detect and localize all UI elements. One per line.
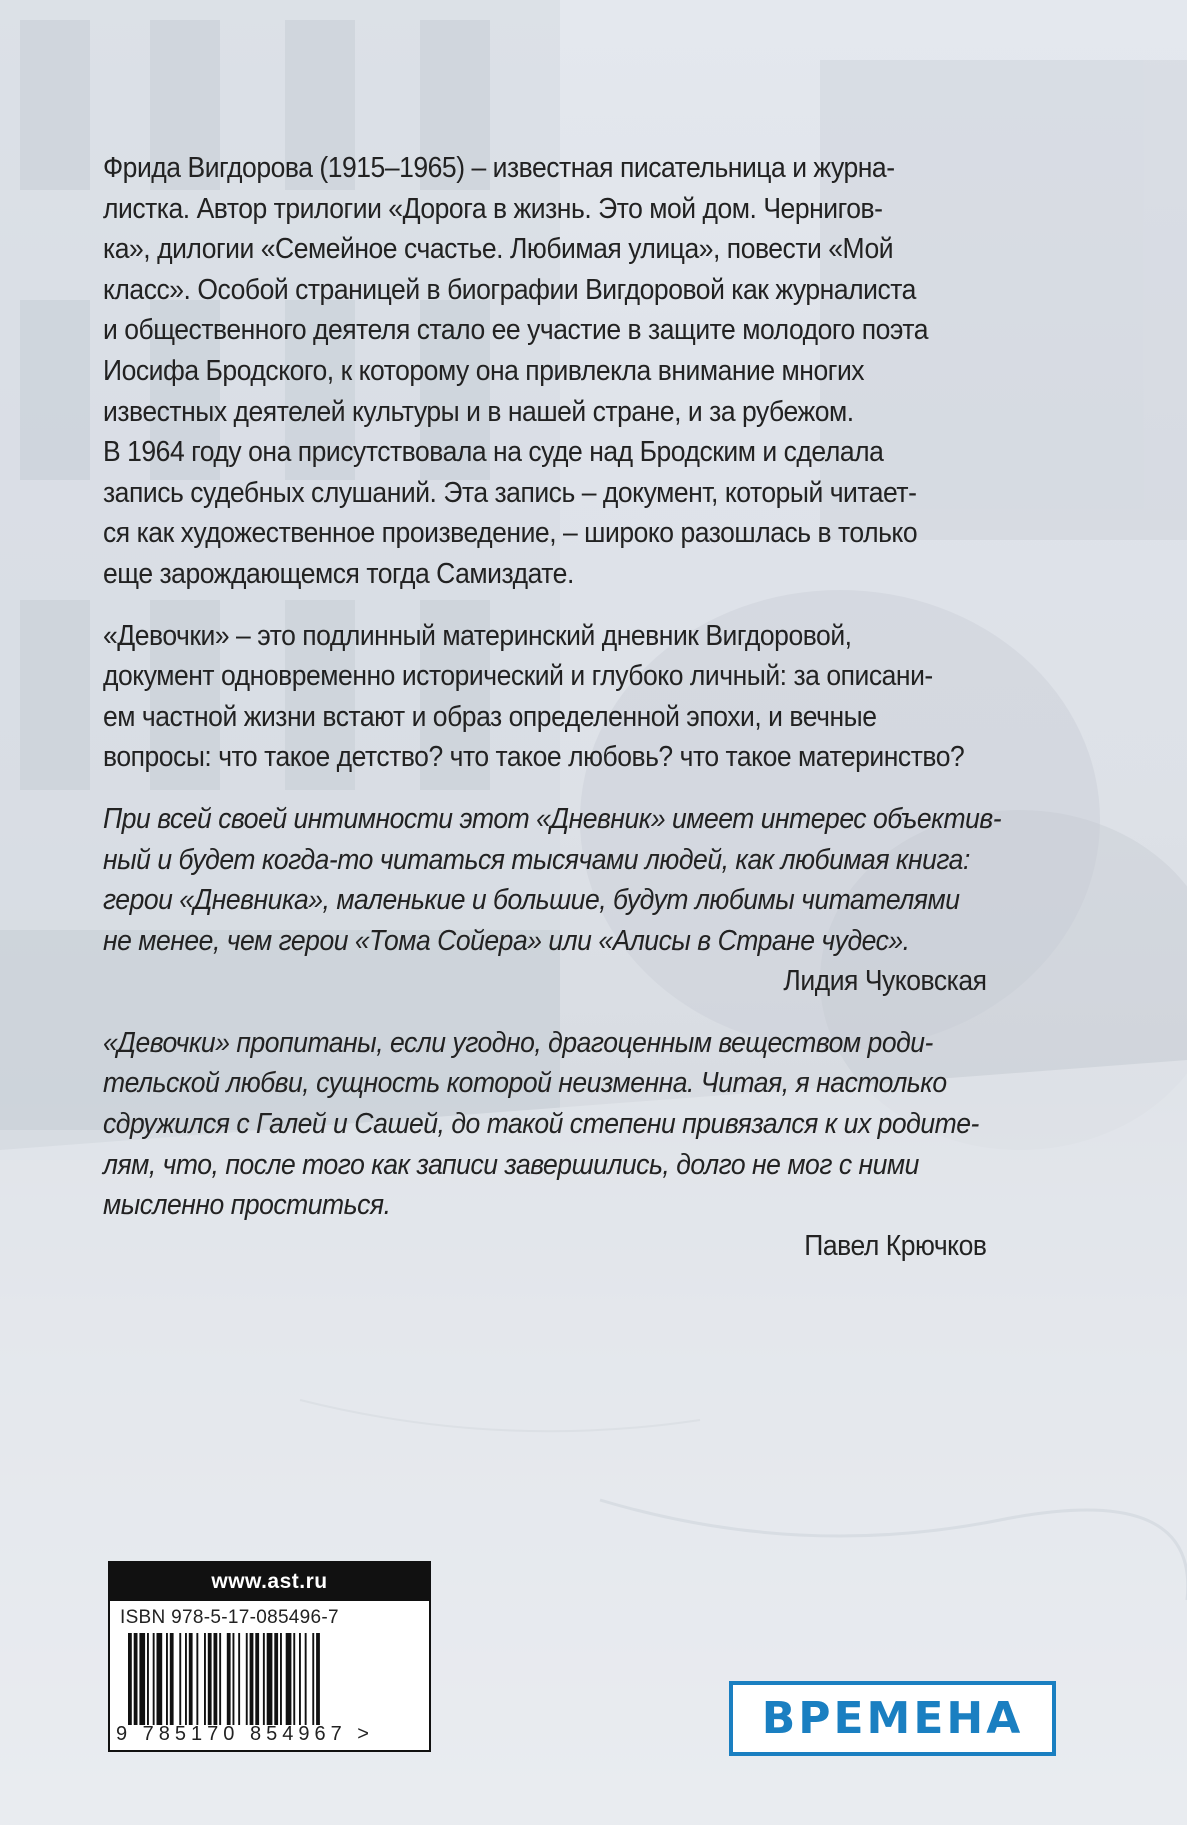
text-line: класс». Особой страницей в биографии Вигдоровой как журналиста	[103, 273, 916, 306]
quote-author: Павел Крючков	[804, 1229, 987, 1262]
text-line: еще зарождающемся тогда Самиздате.	[103, 557, 574, 590]
text-line: и общественного деятеля стало ее участие в защите молодого поэта	[103, 314, 929, 347]
barcode-bars	[128, 1633, 418, 1725]
text-line: В 1964 году она присутствовала на суде над Бродским и сделала	[103, 436, 884, 469]
text-line: вопросы: что такое детство? что такое любовь? что такое материнство?	[103, 741, 965, 774]
text-line: герои «Дневника», маленькие и большие, будут любимы читателями	[103, 884, 960, 917]
isbn-barcode	[108, 1561, 431, 1752]
intro-paragraph	[103, 148, 987, 595]
diary-paragraph	[103, 616, 987, 778]
text-line: сдружился с Галей и Сашей, до такой степени привязался к их родите-	[103, 1108, 979, 1141]
text-line: ка», дилогии «Семейное счастье. Любимая улица», повести «Мой	[103, 233, 894, 266]
text-line: «Девочки» – это подлинный материнский дневник Вигдоровой,	[103, 619, 852, 652]
text-line: При всей своей интимности этот «Дневник» имеет интерес объектив-	[103, 802, 1002, 835]
quote-chukovskaya	[103, 799, 1002, 1002]
quote-kryuchkov	[103, 1023, 987, 1267]
quote-author: Лидия Чуковская	[783, 965, 987, 998]
text-line: известных деятелей культуры и в нашей стране, и за рубежом.	[103, 395, 854, 428]
publisher-website: www.ast.ru	[110, 1563, 429, 1601]
text-line: Фрида Вигдорова (1915–1965) – известная писательница и журна-	[103, 152, 895, 184]
text-line: ся как художественное произведение, – широко разошлась в только	[103, 517, 918, 550]
text-line: лям, что, после того как записи завершились, долго не мог с ними	[103, 1148, 919, 1181]
text-line: документ одновременно исторический и глубоко личный: за описани-	[103, 660, 933, 693]
text-line: листка. Автор трилогии «Дорога в жизнь. Это мой дом. Чернигов-	[103, 192, 883, 225]
back-cover-text	[103, 148, 1002, 1266]
text-line: ем частной жизни встают и образ определенной эпохи, и вечные	[103, 700, 877, 733]
publisher-logo	[729, 1681, 1056, 1756]
text-line: запись судебных слушаний. Эта запись – документ, который читает-	[103, 476, 917, 509]
text-line: не менее, чем герои «Тома Сойера» или «Алисы в Стране чудес».	[103, 924, 910, 957]
text-line: Иосифа Бродского, к которому она привлекла внимание многих	[103, 354, 865, 387]
text-line: тельской любви, сущность которой неизменна. Читая, я настолько	[103, 1067, 947, 1100]
text-line: «Девочки» пропитаны, если угодно, драгоценным веществом роди-	[103, 1026, 933, 1059]
publisher-name: ВРЕМЕНА	[761, 1693, 1024, 1744]
barcode-digits: 9 785170 854967 >	[116, 1723, 374, 1745]
isbn-number: ISBN 978-5-17-085496-7	[120, 1607, 339, 1628]
text-line: мысленно проститься.	[103, 1189, 391, 1222]
text-line: ный и будет когда-то читаться тысячами людей, как любимая книга:	[103, 843, 970, 876]
